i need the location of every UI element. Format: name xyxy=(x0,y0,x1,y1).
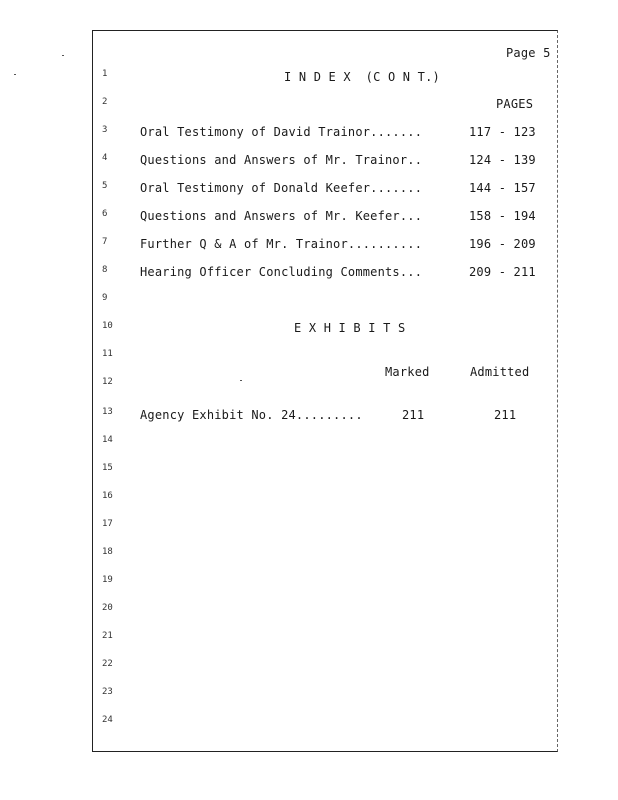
exhibit-marked-page: 211 xyxy=(402,408,425,422)
exhibits-title: E X H I B I T S xyxy=(294,321,406,335)
index-entry-text: Further Q & A of Mr. Trainor.......... xyxy=(140,237,423,251)
index-entry-pages: 124 - 139 xyxy=(469,153,536,167)
line-number: 3 xyxy=(102,125,108,135)
scan-artifact xyxy=(14,74,16,75)
line-number: 21 xyxy=(102,631,113,641)
line-number: 14 xyxy=(102,435,113,445)
exhibit-admitted-page: 211 xyxy=(494,408,517,422)
line-number: 2 xyxy=(102,97,108,107)
line-number: 23 xyxy=(102,687,113,697)
index-entry-pages: 158 - 194 xyxy=(469,209,536,223)
index-entry-pages: 209 - 211 xyxy=(469,265,536,279)
exhibit-label: Agency Exhibit No. 24......... xyxy=(140,408,363,422)
index-entry-pages: 117 - 123 xyxy=(469,125,536,139)
line-number: 12 xyxy=(102,377,113,387)
line-number: 9 xyxy=(102,293,108,303)
index-title: I N D E X (C O N T.) xyxy=(284,70,440,84)
page-label: Page 5 xyxy=(506,46,551,60)
line-number: 1 xyxy=(102,69,108,79)
line-number: 11 xyxy=(102,349,113,359)
line-number: 19 xyxy=(102,575,113,585)
line-number: 15 xyxy=(102,463,113,473)
line-number: 6 xyxy=(102,209,108,219)
exhibit-admitted-header: Admitted xyxy=(470,365,530,379)
scan-artifact xyxy=(62,55,64,56)
index-entry-text: Questions and Answers of Mr. Keefer... xyxy=(140,209,423,223)
line-number: 24 xyxy=(102,715,113,725)
line-number: 17 xyxy=(102,519,113,529)
line-number: 22 xyxy=(102,659,113,669)
line-number: 18 xyxy=(102,547,113,557)
line-number: 16 xyxy=(102,491,113,501)
index-entry-text: Oral Testimony of Donald Keefer....... xyxy=(140,181,423,195)
scan-artifact xyxy=(240,380,242,381)
index-entry-text: Hearing Officer Concluding Comments... xyxy=(140,265,423,279)
index-entry-text: Questions and Answers of Mr. Trainor.. xyxy=(140,153,423,167)
exhibit-marked-header: Marked xyxy=(385,365,430,379)
line-number: 7 xyxy=(102,237,108,247)
line-number: 10 xyxy=(102,321,113,331)
pages-column-header: PAGES xyxy=(496,97,534,111)
line-number: 8 xyxy=(102,265,108,275)
line-number: 13 xyxy=(102,407,113,417)
index-entry-pages: 144 - 157 xyxy=(469,181,536,195)
line-number: 5 xyxy=(102,181,108,191)
line-number: 20 xyxy=(102,603,113,613)
index-entry-text: Oral Testimony of David Trainor....... xyxy=(140,125,423,139)
index-entry-pages: 196 - 209 xyxy=(469,237,536,251)
line-number: 4 xyxy=(102,153,108,163)
